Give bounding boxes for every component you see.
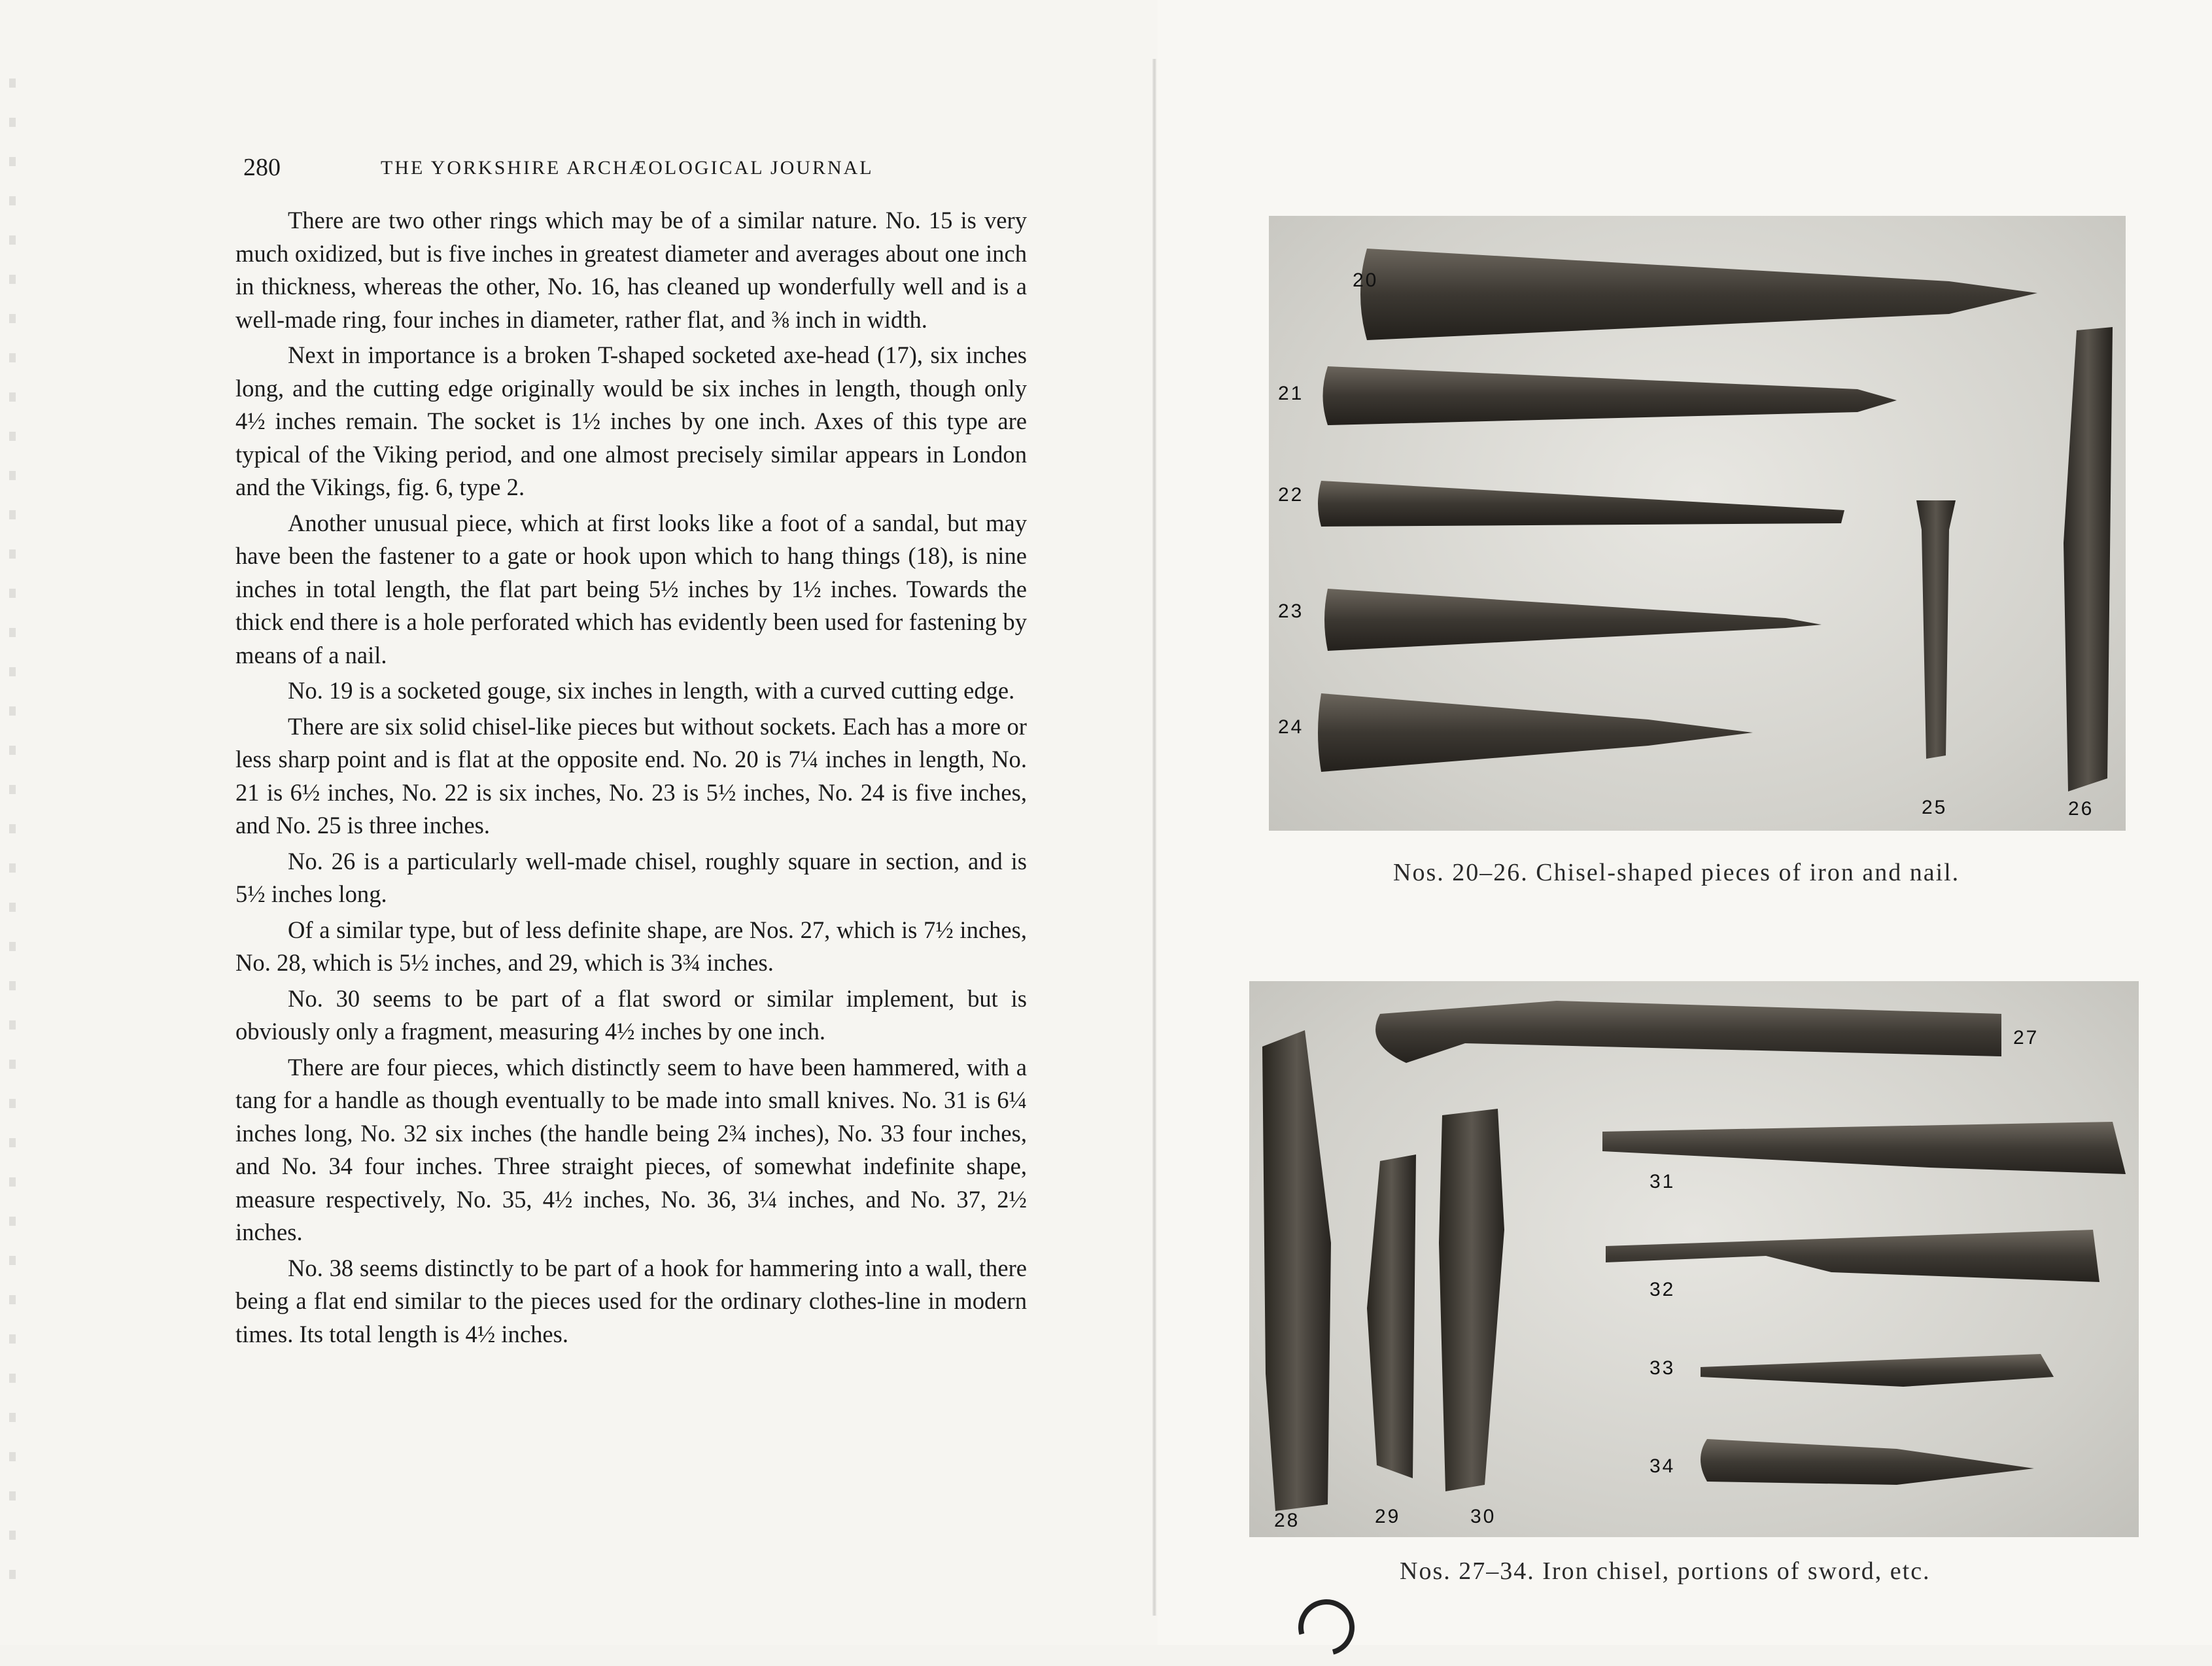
paragraph: Next in importance is a broken T-shaped socketed axe-head (17), six inches long, and the cutting edge originally would be six inches in length, though only 4½ inches remain. The socket is 1½ inches by one inch. Axes of this type are typical of the Viking period, and one almost precisely similar appears in London and the Vikings, fig. 6, type 2. xyxy=(235,341,1027,500)
chisel-23 xyxy=(1324,589,1822,651)
figure-label: 34 xyxy=(1650,1455,1676,1477)
figure-label: 27 xyxy=(2013,1027,2039,1049)
figure-label: 26 xyxy=(2068,798,2094,820)
paragraph: No. 19 is a socketed gouge, six inches in length, with a curved cutting edge. xyxy=(288,677,1015,704)
nail-25 xyxy=(1916,500,1956,759)
article-body xyxy=(235,204,1027,1353)
figure-label: 30 xyxy=(1470,1506,1496,1527)
figure-label: 33 xyxy=(1650,1357,1676,1379)
figure-caption: Nos. 20–26. Chisel-shaped pieces of iron and nail. xyxy=(1393,859,1960,886)
knife-32 xyxy=(1606,1230,2100,1282)
paragraph: No. 26 is a particularly well-made chisel, roughly square in section, and is 5½ inches long. xyxy=(235,847,1027,907)
paragraph: There are six solid chisel-like pieces but without sockets. Each has a more or less sharp point and is flat at the opposite end. No. 20 is 7¼ inches in length, No. 21 is 6½ inches, No. 22 is six inches, No. 23 is 5½ inches, No. 24 is five inches, and No. 25 is three inches. xyxy=(235,712,1027,839)
knife-31 xyxy=(1602,1122,2126,1174)
knife-34 xyxy=(1701,1439,2034,1485)
paragraph: Of a similar type, but of less definite shape, are Nos. 27, which is 7½ inches, No. 28, which is 5½ inches, and 29, which is 3¾ inches. xyxy=(235,916,1027,976)
paragraph: There are two other rings which may be of a similar nature. No. 15 is very much oxidized, but is five inches in greatest diameter and averages about one inch in thickness, whereas the other, No. 16, has cleaned up wonderfully well and is a well-made ring, four inches in diameter, rather flat, and ⅜ inch in width. xyxy=(235,207,1027,333)
chisel-24 xyxy=(1318,693,1753,772)
chisel-22 xyxy=(1318,481,1844,527)
running-head: THE YORKSHIRE ARCHÆOLOGICAL JOURNAL xyxy=(381,157,874,179)
paragraph: There are four pieces, which distinctly seem to have been hammered, with a tang for a handle as though eventually to be made into small knives. No. 31 is 6¼ inches long, No. 32 six inches (the handle being 2¾ inches), No. 33 four inches, and No. 34 four inches. Three straight pieces, of somewhat indefinite shape, measure respectively, No. 35, 4½ inches, No. 36, 3¼ inches, and No. 37, 2½ inches. xyxy=(235,1053,1027,1245)
figure-label: 29 xyxy=(1375,1506,1401,1527)
chisel-21 xyxy=(1323,366,1897,425)
figure-label: 22 xyxy=(1278,484,1304,506)
iron-objects-illustration xyxy=(1269,216,2126,831)
chisel-27 xyxy=(1375,1001,2001,1063)
page-number: 280 xyxy=(243,154,281,181)
paragraph: No. 30 seems to be part of a flat sword or similar implement, but is obviously only a fragment, measuring 4½ inches by one inch. xyxy=(235,984,1027,1045)
figure-label: 28 xyxy=(1274,1510,1300,1531)
book-gutter xyxy=(1152,59,1156,1616)
figure-label: 24 xyxy=(1278,716,1304,738)
figure-label: 32 xyxy=(1650,1279,1676,1300)
figure-label: 23 xyxy=(1278,600,1304,622)
paragraph: Another unusual piece, which at first looks like a foot of a sandal, but may have been the fastener to a gate or hook upon which to hang things (18), is nine inches in total length, the flat part being 5½ inches by 1½ inches. Towards the thick end there is a hole perforated which has evidently been used for fastening by means of a nail. xyxy=(235,509,1027,668)
chisel-26 xyxy=(2064,327,2113,791)
figure-label: 21 xyxy=(1278,383,1304,404)
figure-label: 25 xyxy=(1922,797,1948,818)
chisel-20 xyxy=(1360,249,2037,340)
figure-caption: Nos. 27–34. Iron chisel, portions of sword, etc. xyxy=(1400,1557,1931,1585)
figure-sword-portions-photo xyxy=(1249,981,2139,1537)
figure-chisels-photo xyxy=(1269,216,2126,831)
paragraph: No. 38 seems distinctly to be part of a hook for hammering into a wall, there being a flat end similar to the pieces used for the ordinary clothes-line in modern times. Its total length is 4½ inches. xyxy=(235,1254,1027,1347)
figure-label: 20 xyxy=(1353,269,1379,291)
knife-33 xyxy=(1701,1354,2054,1387)
page-edge xyxy=(9,78,16,1583)
blade-29 xyxy=(1367,1154,1416,1478)
iron-objects-illustration xyxy=(1249,981,2139,1537)
blade-30 xyxy=(1439,1109,1504,1491)
figure-label: 31 xyxy=(1650,1171,1676,1192)
page-header xyxy=(243,153,904,184)
blade-28 xyxy=(1262,1030,1331,1511)
